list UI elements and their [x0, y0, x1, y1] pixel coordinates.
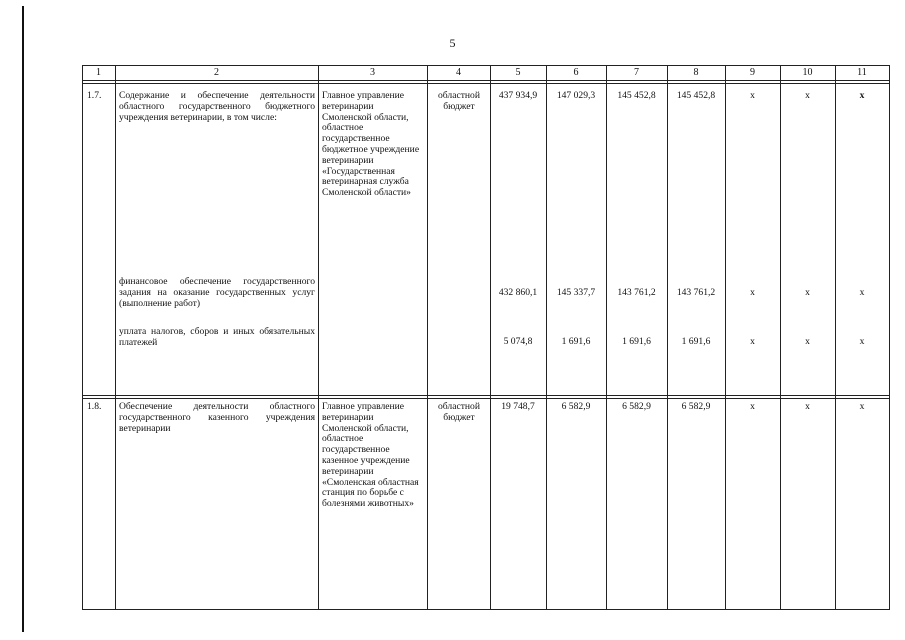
subitem-title: финансовое обеспечение государственного задания на оказание государственных услуг (выполнение работ) — [119, 276, 315, 309]
row-value-col9: x — [750, 90, 755, 101]
header-col-2: 2 — [214, 67, 219, 78]
row-value-col7: 145 452,8 — [617, 90, 656, 101]
row-value-col5: 19 748,7 — [501, 401, 535, 412]
row-funding-source: областной бюджет — [437, 90, 480, 112]
header-col-9: 9 — [750, 67, 755, 78]
subitem-value-col6: 145 337,7 — [556, 287, 596, 298]
row-value-col10: x — [805, 90, 810, 101]
header-col-10: 10 — [802, 67, 813, 78]
subitem-value-col9: x — [750, 336, 755, 347]
subitem-value-col9: x — [750, 287, 755, 298]
row-executor: Главное управление ветеринарии Смоленской области, областное государственное бюджетное учреждение ветеринарии «Государственная ветеринарная служба Смоленской области» — [322, 90, 420, 199]
budget-table — [82, 65, 890, 610]
row-value-col9: x — [750, 401, 755, 412]
row-title: Обеспечение деятельности областного государственного казенного учреждения ветеринарии — [119, 401, 315, 434]
header-col-8: 8 — [693, 67, 699, 78]
header-col-11: 11 — [857, 67, 867, 78]
subitem-value-col8: 143 761,2 — [676, 287, 716, 298]
header-col-7: 7 — [634, 67, 639, 78]
subitem-value-col11: x — [859, 336, 865, 347]
header-col-5: 5 — [515, 67, 521, 78]
row-value-col8: 6 582,9 — [681, 401, 711, 412]
row-funding-source: областной бюджет — [437, 401, 480, 423]
header-col-6: 6 — [573, 67, 579, 78]
row-value-col6: 6 582,9 — [561, 401, 591, 412]
subitem-value-col5: 432 860,1 — [498, 287, 538, 298]
subitem-value-col6: 1 691,6 — [561, 336, 591, 347]
page-number: 5 — [449, 36, 456, 50]
row-value-col11: x — [859, 90, 865, 101]
row-value-col7: 6 582,9 — [622, 401, 651, 412]
row-title: Содержание и обеспечение деятельности областного государственного бюджетного учреждения ветеринарии, в том числе: — [119, 90, 315, 123]
row-value-col6: 147 029,3 — [556, 90, 596, 101]
subitem-title: уплата налогов, сборов и иных обязательных платежей — [119, 326, 315, 348]
header-col-1: 1 — [96, 67, 101, 78]
subitem-value-col5: 5 074,8 — [503, 336, 533, 347]
header-col-3: 3 — [370, 67, 375, 78]
subitem-value-col10: x — [805, 287, 810, 298]
row-number: 1.8. — [87, 401, 102, 412]
header-col-4: 4 — [456, 67, 461, 78]
subitem-value-col11: x — [859, 287, 865, 298]
subitem-value-col8: 1 691,6 — [681, 336, 711, 347]
subitem-value-col7: 143 761,2 — [617, 287, 656, 298]
row-value-col8: 145 452,8 — [676, 90, 716, 101]
row-executor: Главное управление ветеринарии Смоленской области, областное государственное казенное учреждение ветеринарии «Смоленская областная станция по борьбе с болезнями животных» — [322, 401, 419, 510]
row-value-col5: 437 934,9 — [498, 90, 538, 101]
binding-margin-line — [22, 6, 24, 632]
row-value-col10: x — [805, 401, 810, 412]
row-number: 1.7. — [87, 90, 102, 101]
subitem-value-col7: 1 691,6 — [622, 336, 651, 347]
subitem-value-col10: x — [805, 336, 810, 347]
row-value-col11: x — [859, 401, 865, 412]
